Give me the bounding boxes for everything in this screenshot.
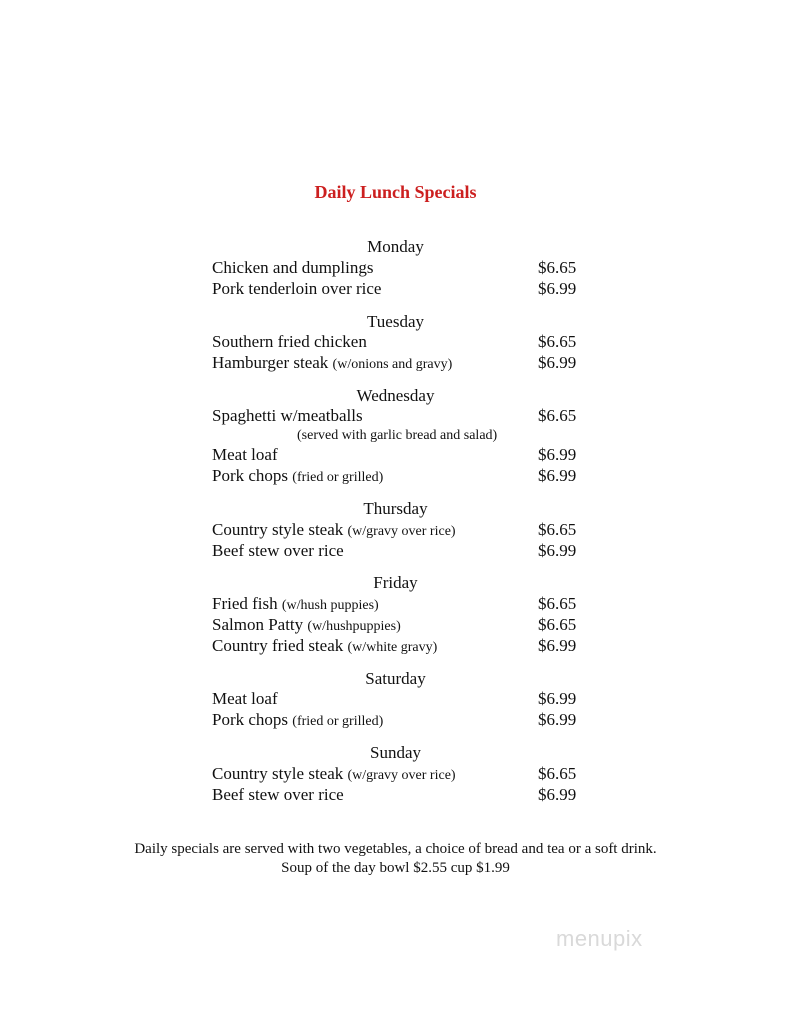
menu-item bbox=[212, 710, 383, 732]
day-heading-friday: Friday bbox=[373, 573, 418, 592]
menu-item bbox=[212, 258, 373, 278]
menu-item bbox=[212, 353, 452, 375]
menu-item bbox=[212, 764, 456, 786]
item-name: Pork tenderloin over rice bbox=[212, 279, 382, 298]
footer-note: Daily specials are served with two vegetables, a choice of bread and tea or a soft drink. bbox=[134, 841, 657, 857]
menu-item bbox=[212, 445, 278, 465]
item-price: $6.65 bbox=[538, 520, 577, 539]
item-price: $6.99 bbox=[538, 353, 577, 372]
item-note: (w/gravy over rice) bbox=[347, 768, 456, 783]
item-price: $6.99 bbox=[538, 689, 577, 708]
menu-item bbox=[212, 520, 456, 542]
item-price: $6.99 bbox=[538, 710, 577, 729]
item-name: Beef stew over rice bbox=[212, 541, 344, 560]
item-note: (fried or grilled) bbox=[292, 470, 384, 485]
day-heading-saturday: Saturday bbox=[365, 669, 426, 688]
item-name: Country style steak bbox=[212, 520, 344, 539]
day-heading-sunday: Sunday bbox=[370, 743, 421, 762]
item-price: $6.65 bbox=[538, 594, 577, 613]
menu-item bbox=[212, 332, 367, 352]
item-note: (w/gravy over rice) bbox=[347, 524, 456, 539]
menu-item bbox=[212, 594, 379, 616]
item-price: $6.99 bbox=[538, 636, 577, 655]
item-price: $6.65 bbox=[538, 258, 577, 277]
item-price: $6.99 bbox=[538, 279, 577, 298]
item-price: $6.99 bbox=[538, 541, 577, 560]
item-name: Hamburger steak bbox=[212, 353, 329, 372]
item-name: Chicken and dumplings bbox=[212, 258, 374, 277]
day-heading-thursday: Thursday bbox=[363, 499, 428, 518]
soup-note: Soup of the day bowl $2.55 cup $1.99 bbox=[281, 860, 510, 876]
item-note: (w/onions and gravy) bbox=[332, 357, 453, 372]
menu-item bbox=[212, 541, 344, 561]
item-price: $6.99 bbox=[538, 785, 577, 804]
day-heading-wednesday: Wednesday bbox=[356, 386, 435, 405]
menu-item bbox=[212, 279, 381, 299]
menu-item bbox=[212, 785, 344, 805]
item-note: (w/white gravy) bbox=[347, 640, 438, 655]
item-name: Meat loaf bbox=[212, 689, 278, 708]
menu-item bbox=[212, 636, 437, 658]
item-name: Country style steak bbox=[212, 764, 344, 783]
item-price: $6.65 bbox=[538, 764, 577, 783]
item-note: (fried or grilled) bbox=[292, 714, 384, 729]
menu-item bbox=[212, 689, 278, 709]
item-name: Salmon Patty bbox=[212, 615, 304, 634]
item-name: Country fried steak bbox=[212, 636, 344, 655]
day-heading-tuesday: Tuesday bbox=[367, 312, 424, 331]
menu-item bbox=[212, 466, 383, 488]
item-name: Southern fried chicken bbox=[212, 332, 367, 351]
item-note: (w/hushpuppies) bbox=[307, 619, 401, 634]
watermark-logo: menupix bbox=[556, 926, 643, 951]
item-name: Meat loaf bbox=[212, 445, 278, 464]
item-name: Beef stew over rice bbox=[212, 785, 344, 804]
item-subnote: (served with garlic bread and salad) bbox=[297, 428, 498, 443]
item-name: Spaghetti w/meatballs bbox=[212, 406, 363, 425]
item-name: Pork chops bbox=[212, 710, 289, 729]
item-note: (w/hush puppies) bbox=[281, 598, 379, 613]
menu-item bbox=[212, 615, 401, 637]
menu-title: Daily Lunch Specials bbox=[314, 182, 477, 202]
item-price: $6.65 bbox=[538, 406, 577, 425]
item-price: $6.99 bbox=[538, 466, 577, 485]
menu-item bbox=[212, 406, 363, 426]
item-name: Fried fish bbox=[212, 594, 278, 613]
item-price: $6.65 bbox=[538, 615, 577, 634]
item-name: Pork chops bbox=[212, 466, 289, 485]
item-price: $6.99 bbox=[538, 445, 577, 464]
item-price: $6.65 bbox=[538, 332, 577, 351]
day-heading-monday: Monday bbox=[367, 237, 424, 256]
